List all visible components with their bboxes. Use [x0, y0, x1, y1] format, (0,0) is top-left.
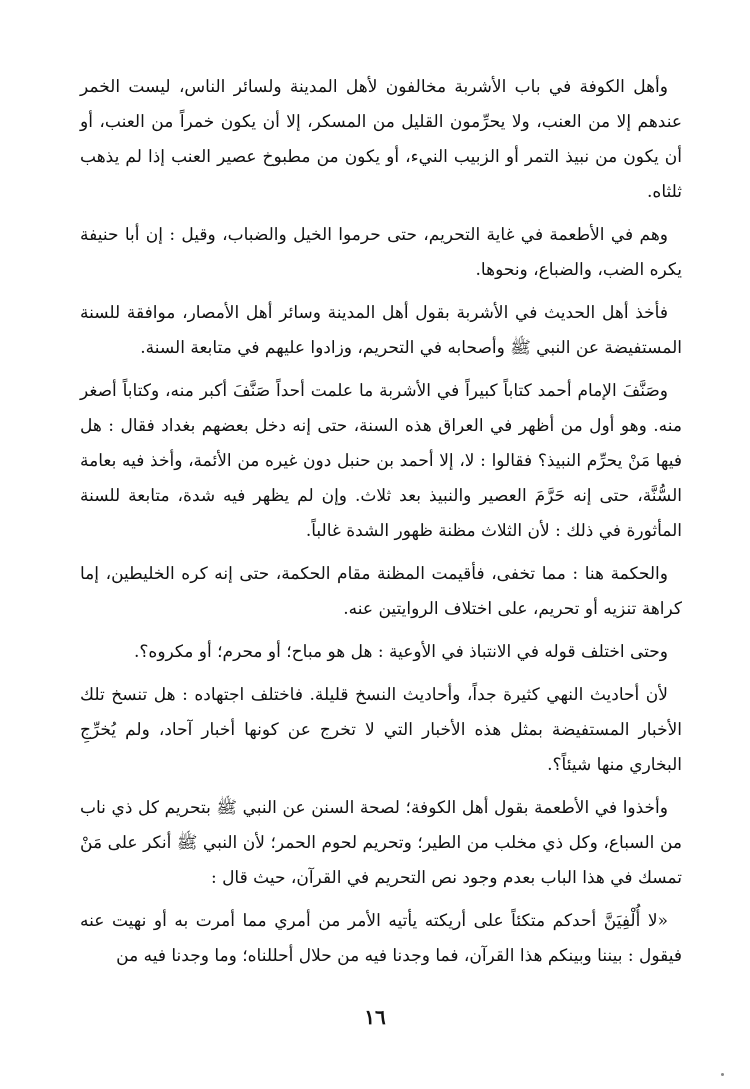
- page-number: ١٦: [364, 1005, 386, 1029]
- paragraph: «لا أُلْفِيَنَّ أحدكم متكئاً على أريكته يأتيه الأمر من أمري مما أمرت به أو نهيت عنه فيقول : بيننا وبينكم هذا القرآن، فما وجدنا فيه من حلال أحللناه؛ وما وجدنا فيه من: [80, 911, 682, 966]
- paragraph: فأخذ أهل الحديث في الأشربة بقول أهل المدينة وسائر أهل الأمصار، موافقة للسنة المستفيضة عن النبي ﷺ وأصحابه في التحريم، وزادوا عليهم في متابعة السنة.: [80, 303, 682, 358]
- paragraph: وهم في الأطعمة في غاية التحريم، حتى حرموا الخيل والضباب، وقيل : إن أبا حنيفة يكره الضب، والضباع، ونحوها.: [80, 225, 682, 280]
- scan-speck: [721, 1073, 724, 1076]
- paragraph: وحتى اختلف قوله في الانتباذ في الأوعية : هل هو مباح؛ أو محرم؛ أو مكروه؟.: [133, 642, 668, 662]
- paragraph: وأخذوا في الأطعمة بقول أهل الكوفة؛ لصحة السنن عن النبي ﷺ بتحريم كل ذي ناب من السباع، وكل ذي مخلب من الطير؛ وتحريم لحوم الحمر؛ لأن النبي ﷺ أنكر على مَنْ تمسك في هذا الباب بعدم وجود نص التحريم في القرآن، حيث قال :: [80, 798, 682, 888]
- page-body: [80, 70, 682, 982]
- paragraph: لأن أحاديث النهي كثيرة جداً، وأحاديث النسخ قليلة. فاختلف اجتهاده : هل تنسخ تلك الأخبار المستفيضة بمثل هذه الأخبار التي لا تخرج عن كونها أخبار آحاد، ولم يُخرِّجِ البخاري منها شيئاً؟.: [80, 685, 682, 775]
- paragraph: وأهل الكوفة في باب الأشربة مخالفون لأهل المدينة ولسائر الناس، ليست الخمر عندهم إلا من العنب، ولا يحرِّمون القليل من المسكر، إلا أن يكون خمراً من العنب، أو أن يكون من نبيذ التمر أو الزبيب النيء، أو يكون من مطبوخ عصير العنب إذا لم يذهب ثلثاه.: [80, 77, 682, 202]
- paragraph: وصَنَّفَ الإمام أحمد كتاباً كبيراً في الأشربة ما علمت أحداً صَنَّفَ أكبر منه، وكتاباً أصغر منه. وهو أول من أظهر في العراق هذه السنة، حتى إنه دخل بعضهم بغداد فقال : هل فيها مَنْ يحرِّم النبيذ؟ فقالوا : لا، إلا أحمد بن حنبل دون غيره من الأئمة، وأخذ فيه بعامة السُّنَّة، حتى إنه حَرَّمَ العصير والنبيذ بعد ثلاث. وإن لم يظهر فيه شدة، متابعة للسنة المأثورة في ذلك : لأن الثلاث مظنة ظهور الشدة غالباً.: [80, 381, 682, 541]
- paragraph: والحكمة هنا : مما تخفى، فأقيمت المظنة مقام الحكمة، حتى إنه كره الخليطين، إما كراهة تنزيه أو تحريم، على اختلاف الروايتين عنه.: [80, 564, 682, 619]
